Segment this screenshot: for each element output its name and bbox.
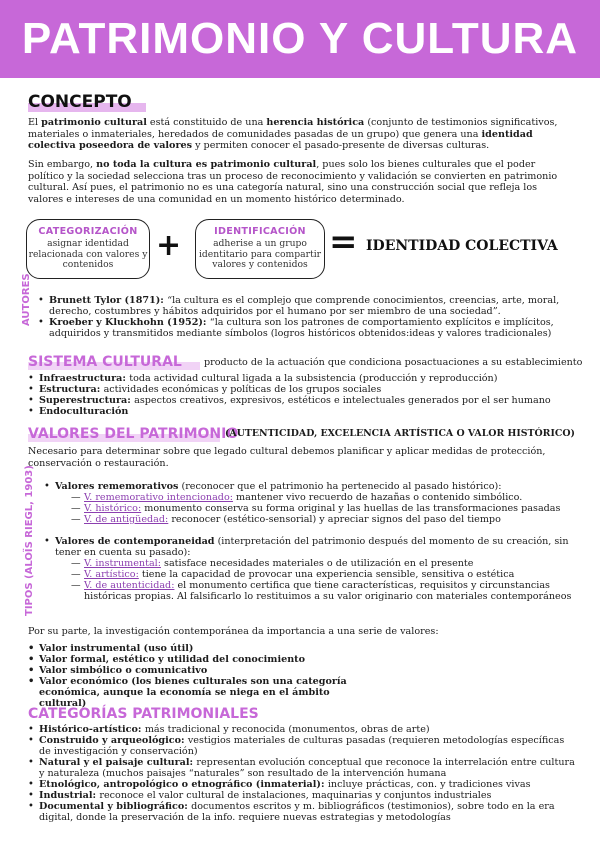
bold-run: Industrial: [39, 790, 100, 801]
text-run: toda actividad cultural ligada a la subsistencia (producción y reproducción) [129, 373, 498, 384]
categorias-heading: CATEGORÍAS PATRIMONIALES [28, 706, 259, 722]
categoria-item [28, 724, 576, 735]
text-run: El [28, 117, 42, 128]
bold-run: Valores de contemporaneidad [55, 536, 215, 547]
sub-text: satisface necesidades materiales o de utilización en el presente [160, 558, 474, 569]
categoria-item [28, 757, 576, 779]
categorizacion-box [26, 219, 150, 279]
investigacion-list [28, 643, 358, 709]
sub-name: V. de autenticidad: [84, 580, 175, 591]
sistema-item [28, 384, 573, 395]
contemporaneidad-sub: — V. instrumental: satisface necesidades materiales o de utilización en el presente [71, 558, 474, 569]
bold-run: Infraestructura: [39, 373, 130, 384]
rememorativo-sub: — V. rememorativo intencionado: mantener vivo recuerdo de hazañas o contenido simbólico. [71, 492, 523, 503]
sub-name: V. rememorativo intencionado: [84, 492, 233, 503]
sistema-item [28, 395, 573, 406]
bold-run: Kroeber y Kluckhohn (1952): [49, 317, 210, 328]
concepto-heading: CONCEPTO [28, 92, 132, 112]
categorizacion-title: CATEGORIZACIÓN [38, 226, 138, 237]
bold-run: Valores rememorativos [55, 481, 179, 492]
sistema-subtitle: producto de la actuación que condiciona posactuaciones a su establecimiento [204, 357, 583, 368]
investigacion-item: • Valor económico (los bienes culturales son una categoría económica, aunque la economía se niega en el ámbito cultural) [28, 676, 358, 709]
identificacion-box [195, 219, 325, 279]
sub-text: el monumento certifica que tiene características, requisitos y circunstancias históricas propias. Al falsificarlo lo restituimos a su valor originario con materiales contemporáneos [84, 580, 572, 602]
text-run: , pues solo los bienes culturales que el poder político y la sociedad selecciona tras un proceso de reconocimiento y validación se convierten en patrimonio cultural. Así pues, el patrimonio no es una categoría natural, sino una construcción social que refleja los valores e intereses de una comunidad en un momento histórico determinado. [28, 159, 558, 205]
categorias-list [28, 724, 576, 823]
text-run: está constituido de una [146, 117, 267, 128]
autor-item [38, 295, 578, 317]
bold-run: Estructura: [39, 384, 104, 395]
text-run: reconoce el valor cultural de instalaciones, maquinarias y conjuntos industriales [99, 790, 492, 801]
sistema-item [28, 406, 573, 417]
text-run: incluye prácticas, con. y tradiciones vivas [327, 779, 531, 790]
bold-run: no toda la cultura es patrimonio cultural [96, 159, 317, 170]
investigacion-item: • Valor instrumental (uso útil) [28, 643, 358, 654]
page-title: PATRIMONIO Y CULTURA [21, 14, 579, 63]
rememorativo-sub: — V. de antigüedad: reconocer (estético-sensorial) y apreciar signos del paso del tiempo [71, 514, 501, 525]
autores-list [38, 295, 578, 339]
text-run: documentos escritos y m. bibliográficos (testimonios), sobre todo en la era digital, donde la preservación de la info. requiere nuevas estrategias y metodologías [39, 801, 555, 823]
text-run: más tradicional y reconocida (monumentos, obras de arte) [144, 724, 430, 735]
text-run: “la cultura son los patrones de comportamiento explícitos e implícitos, adquiridos y transmitidos mediante símbolos (logros históricos obtenidos:ideas y valores tradicionales) [49, 317, 554, 339]
text-run: aspectos creativos, expresivos, estéticos e intelectuales generados por el ser humano [134, 395, 551, 406]
bold-run: identidad colectiva poseedora de valores [28, 128, 533, 151]
tipos-label: TIPOS (ALOÏS RIEGL, 1903) [24, 465, 35, 616]
text-run: y permiten conocer el pasado-presente de diversas culturas. [192, 140, 490, 151]
valores-heading: VALORES DEL PATRIMONIO [28, 426, 239, 442]
contemporaneidad-sub: — V. de autenticidad: el monumento certifica que tiene características, requisitos y circunstancias históricas propias. Al falsificarlo lo restituimos a su valor originario con materiales contemporáneos [71, 580, 572, 602]
investigacion-intro: Por su parte, la investigación contemporánea da importancia a una serie de valores: [28, 626, 439, 637]
bold-run: Endoculturación [39, 406, 129, 417]
sistema-heading: SISTEMA CULTURAL [28, 354, 182, 370]
categoria-item [28, 801, 576, 823]
categoria-item [28, 779, 576, 790]
categorizacion-text: asignar identidad relacionada con valores y contenidos [28, 238, 148, 270]
contemporaneidad-sub: — V. artístico: tiene la capacidad de provocar una experiencia sensible, sensitiva o estética [71, 569, 515, 580]
rememorativo-sub: — V. histórico: monumento conserva su forma original y las huellas de las transformaciones pasadas [71, 503, 561, 514]
bold-run: Construido y arqueológico: [39, 735, 188, 746]
bold-run: herencia histórica [266, 117, 365, 128]
bold-run: patrimonio cultural [41, 117, 147, 128]
bold-run: Superestructura: [39, 395, 135, 406]
valores-intro: Necesario para determinar sobre que legado cultural debemos planificar y aplicar medidas de protección, conservación o restauración. [28, 446, 546, 469]
text-run: representan evolución conceptual que reconoce la interrelación entre cultura y naturaleza (muchos paisajes “naturales” son resultado de la intervención humana [39, 757, 575, 779]
sub-text: reconocer (estético-sensorial) y apreciar signos del paso del tiempo [168, 514, 501, 525]
identidad-colectiva-result: IDENTIDAD COLECTIVA [366, 238, 558, 254]
title-banner [0, 0, 600, 78]
identificacion-title: IDENTIFICACIÓN [214, 226, 306, 237]
valores-subtitle: (AUTENTICIDAD, EXCELENCIA ARTÍSTICA O VALOR HISTÓRICO) [225, 428, 575, 439]
sub-name: V. instrumental: [84, 558, 161, 569]
investigacion-item: • Valor simbólico o comunicativo [28, 665, 358, 676]
contemporaneidad-block [44, 536, 574, 602]
text-run: Sin embargo, [28, 159, 97, 170]
bold-run: Histórico-artístico: [39, 724, 145, 735]
categoria-item [28, 735, 576, 757]
text-run: “la cultura es el complejo que comprende conocimientos, creencias, arte, moral, derecho, costumbres y hábitos adquiridos por el humano por ser miembro de una sociedad”. [49, 295, 560, 317]
text-run: actividades económicas y políticas de los grupos sociales [103, 384, 382, 395]
bold-run: Documental y bibliográfico: [39, 801, 192, 812]
autor-item [38, 317, 578, 339]
equals-symbol: = [329, 222, 358, 262]
concepto-paragraph-2 [28, 159, 573, 205]
sub-name: V. de antigüedad: [84, 514, 169, 525]
sistema-list [28, 373, 573, 417]
text-run: (conjunto de testimonios significativos, materiales o inmateriales, heredados de comunidades pasadas de un grupo) que genera una [28, 117, 558, 140]
sistema-item [28, 373, 573, 384]
categoria-item [28, 790, 576, 801]
autores-label: AUTORES [21, 273, 32, 326]
concepto-paragraph-1 [28, 117, 573, 152]
sub-name: V. histórico: [84, 503, 142, 514]
sub-name: V. artístico: [84, 569, 139, 580]
contemporaneidad-head [44, 536, 574, 558]
sub-text: mantener vivo recuerdo de hazañas o contenido simbólico. [232, 492, 523, 503]
text-run: (interpretación del patrimonio después del momento de su creación, sin tener en cuenta su pasado): [55, 536, 569, 558]
plus-symbol: + [156, 228, 182, 263]
bold-run: Natural y el paisaje cultural: [39, 757, 197, 768]
bold-run: Brunett Tylor (1871): [49, 295, 168, 306]
bold-run: Etnológico, antropológico o etnográfico (inmaterial): [39, 779, 328, 790]
sub-text: tiene la capacidad de provocar una experiencia sensible, sensitiva o estética [138, 569, 515, 580]
investigacion-item: • Valor formal, estético y utilidad del conocimiento [28, 654, 358, 665]
sub-text: monumento conserva su forma original y las huellas de las transformaciones pasadas [141, 503, 561, 514]
rememorativos-head [44, 481, 574, 492]
identificacion-text: adherise a un grupo identitario para compartir valores y contenidos [198, 238, 322, 270]
text-run: vestigios materiales de culturas pasadas (requieren metodologías específicas de investigación y conservación) [39, 735, 565, 757]
rememorativos-block [44, 481, 574, 525]
text-run: (reconocer que el patrimonio ha pertenecido al pasado histórico): [178, 481, 502, 492]
